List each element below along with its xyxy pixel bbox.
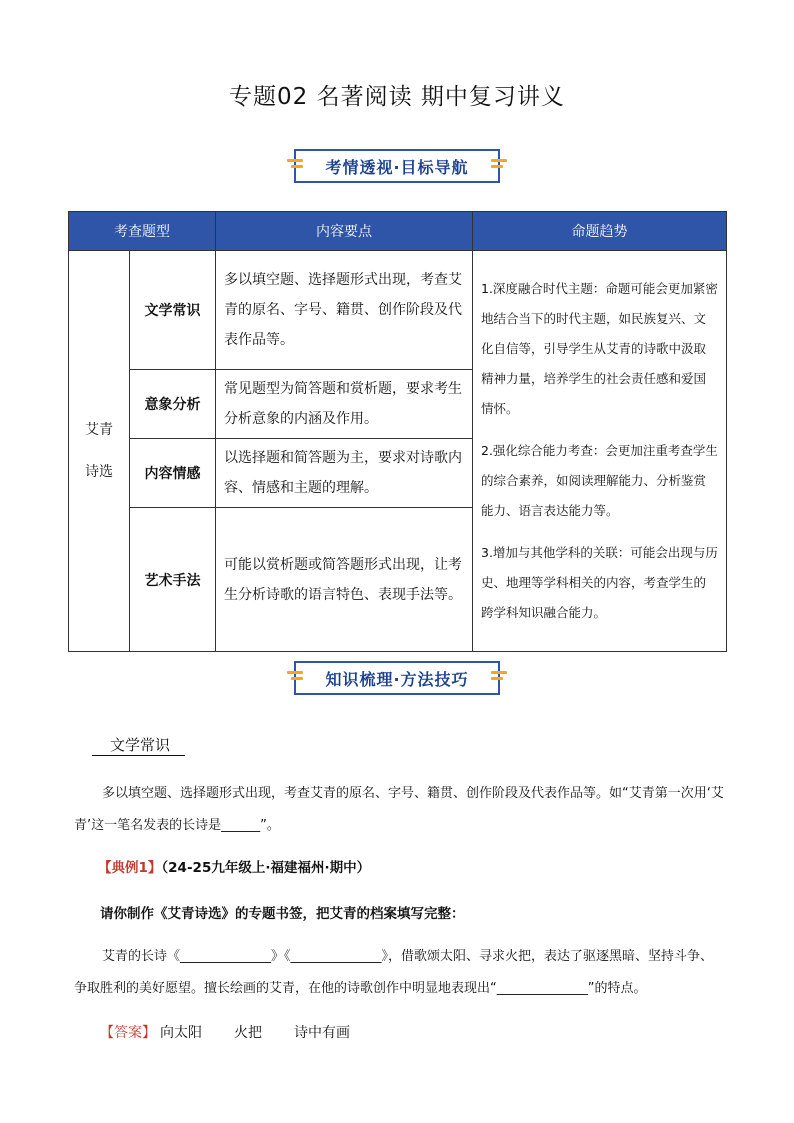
section-banner-exam <box>294 149 500 183</box>
example-heading <box>98 856 370 876</box>
page-title: 专题02 名著阅读 期中复习讲义 <box>229 84 565 110</box>
section-banner-method <box>294 661 500 695</box>
example-source: （24-25九年级上·福建福州·期中） <box>161 860 371 876</box>
table-header-content: 内容要点 <box>216 212 473 251</box>
answer-item: 向太阳 <box>160 1025 202 1041</box>
exam-overview-table <box>68 211 727 652</box>
trend-item: 2.强化综合能力考查：会更加注重考查学生的综合素养，如阅读理解能力、分析鉴赏能力、语言表达能力等。 <box>481 443 718 518</box>
category-cell <box>69 251 130 652</box>
trend-item: 3.增加与其他学科的关联：可能会出现与历史、地理等学科相关的内容，考查学生的跨学科知识融合能力。 <box>481 545 718 620</box>
subtype-cell: 文学常识 <box>130 251 216 370</box>
answer-line <box>100 1022 350 1042</box>
content-cell: 常见题型为简答题和赏析题，要求考生分析意象的内涵及作用。 <box>216 370 473 439</box>
example-text: 艾青的长诗《______________》《______________》，借歌颂太阳、寻求火把，表达了驱逐黑暗、坚持斗争、争取胜利的美好愿望。擅长绘画的艾青，在他的诗歌创作中明显地表现出“______________”的特点。 <box>74 949 714 996</box>
category-line: 诗选 <box>85 464 113 480</box>
banner-decoration-icon <box>287 159 303 173</box>
banner-decoration-icon <box>491 671 507 685</box>
banner-decoration-icon <box>491 159 507 173</box>
example-tag: 【典例1】 <box>98 860 162 876</box>
subtype-cell: 艺术手法 <box>130 508 216 652</box>
category-line: 艾青 <box>85 422 113 438</box>
table-header-row <box>69 212 727 251</box>
example-instruction: 请你制作《艾青诗选》的专题书签，把艾青的档案填写完整： <box>100 906 465 922</box>
content-cell: 以选择题和简答题为主，要求对诗歌内容、情感和主题的理解。 <box>216 439 473 508</box>
intro-paragraph: 多以填空题、选择题形式出现，考查艾青的原名、字号、籍贯、创作阶段及代表作品等。如“艾青第一次用‘艾青’这一笔名发表的长诗是______”。 <box>74 786 724 833</box>
content-cell: 多以填空题、选择题形式出现，考查艾青的原名、字号、籍贯、创作阶段及代表作品等。 <box>216 251 473 370</box>
subtype-cell: 意象分析 <box>130 370 216 439</box>
answer-item: 诗中有画 <box>294 1025 350 1041</box>
table-row <box>69 251 727 370</box>
answer-tag: 【答案】 <box>100 1025 156 1041</box>
trend-item: 1.深度融合时代主题：命题可能会更加紧密地结合当下的时代主题，如民族复兴、文化自信等，引导学生从艾青的诗歌中汲取精神力量，培养学生的社会责任感和爱国情怀。 <box>481 281 718 416</box>
banner-decoration-icon <box>287 671 303 685</box>
content-cell: 可能以赏析题或简答题形式出现，让考生分析诗歌的语言特色、表现手法等。 <box>216 508 473 652</box>
table-header-trend: 命题趋势 <box>473 212 727 251</box>
trend-cell <box>473 251 727 652</box>
banner-label: 考情透视·目标导航 <box>325 157 469 177</box>
answer-item: 火把 <box>234 1025 262 1041</box>
section-heading: 文学常识 <box>92 734 185 756</box>
banner-label: 知识梳理·方法技巧 <box>325 669 469 689</box>
subtype-cell: 内容情感 <box>130 439 216 508</box>
table-header-type: 考查题型 <box>69 212 216 251</box>
